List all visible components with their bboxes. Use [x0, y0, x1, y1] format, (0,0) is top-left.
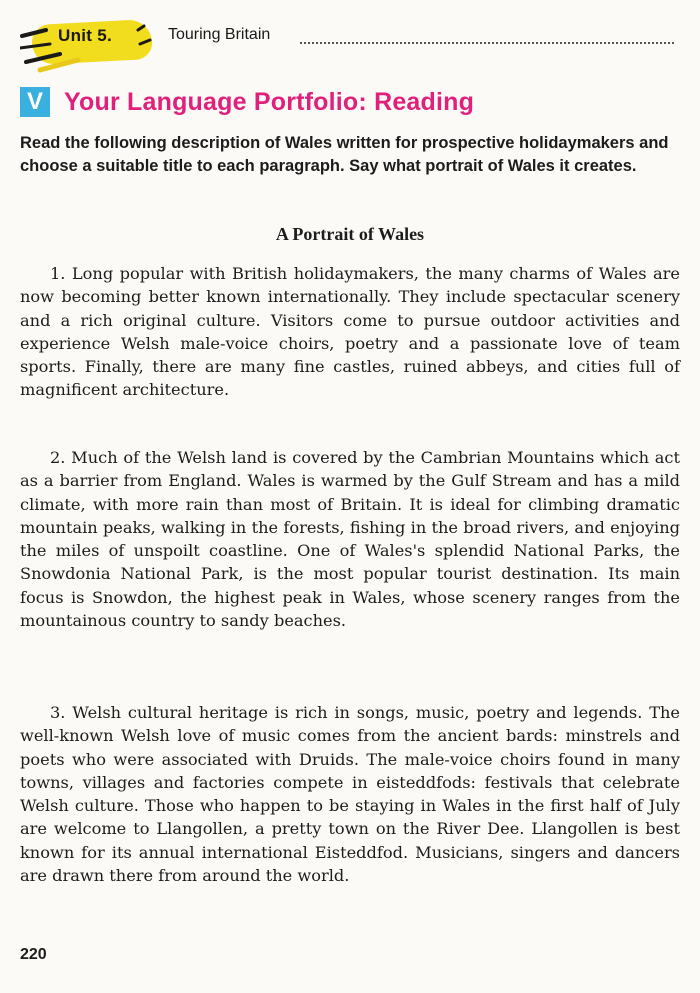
paragraph-3: 3. Welsh cultural heritage is rich in songs, music, poetry and legends. The well-known Welsh love of music comes from the ancient bards: minstrels and poets who were associated with Druids. The male-voice choirs found in many towns, villages and factories compete in eisteddfods: festivals that celebrate Welsh culture. Those who happen to be staying in Wales in the first half of July are welcome to Llangollen, a pretty town on the River Dee. Llangollen is best known for its annual international Eisteddfod. Musicians, singers and dancers are drawn there from around the world.: [20, 703, 680, 886]
page-header: [0, 0, 700, 80]
page-number: 220: [20, 946, 47, 963]
unit-label: Unit 5.: [58, 26, 113, 45]
reading-text-title: A Portrait of Wales: [275, 224, 425, 244]
running-title: Touring Britain: [168, 26, 274, 44]
paragraph-1: 1. Long popular with British holidaymakers, the many charms of Wales are now becoming better known internationally. They include spectacular scenery and a rich original culture. Visitors come to pursue outdoor activities and experience Welsh male-voice choirs, poetry and a passionate love of team sports. Finally, there are many fine castles, ruined abbeys, and cities full of magnificent architecture.: [20, 264, 680, 400]
header-dotted-rule: [300, 42, 674, 44]
section-letter-badge: V: [20, 87, 50, 117]
task-instructions: Read the following description of Wales written for prospective holidaymakers and choose a suitable title to each paragraph. Say what portrait of Wales it creates.: [20, 134, 669, 175]
section-heading: [20, 84, 474, 120]
section-title: Your Language Portfolio: Reading: [64, 87, 475, 116]
unit-badge: [20, 18, 160, 68]
paragraph-2: 2. Much of the Welsh land is covered by the Cambrian Mountains which act as a barrier from England. Wales is warmed by the Gulf Stream and has a mild climate, with more rain than most of Britain. It is ideal for climbing dramatic mountain peaks, walking in the forests, fishing in the broad rivers, and enjoying the miles of unspoilt coastline. One of Wales's splendid National Parks, the Snowdonia National Park, is the most popular tourist destination. Its main focus is Snowdon, the highest peak in Wales, whose scenery ranges from the mountainous country to sandy beaches.: [20, 448, 680, 631]
